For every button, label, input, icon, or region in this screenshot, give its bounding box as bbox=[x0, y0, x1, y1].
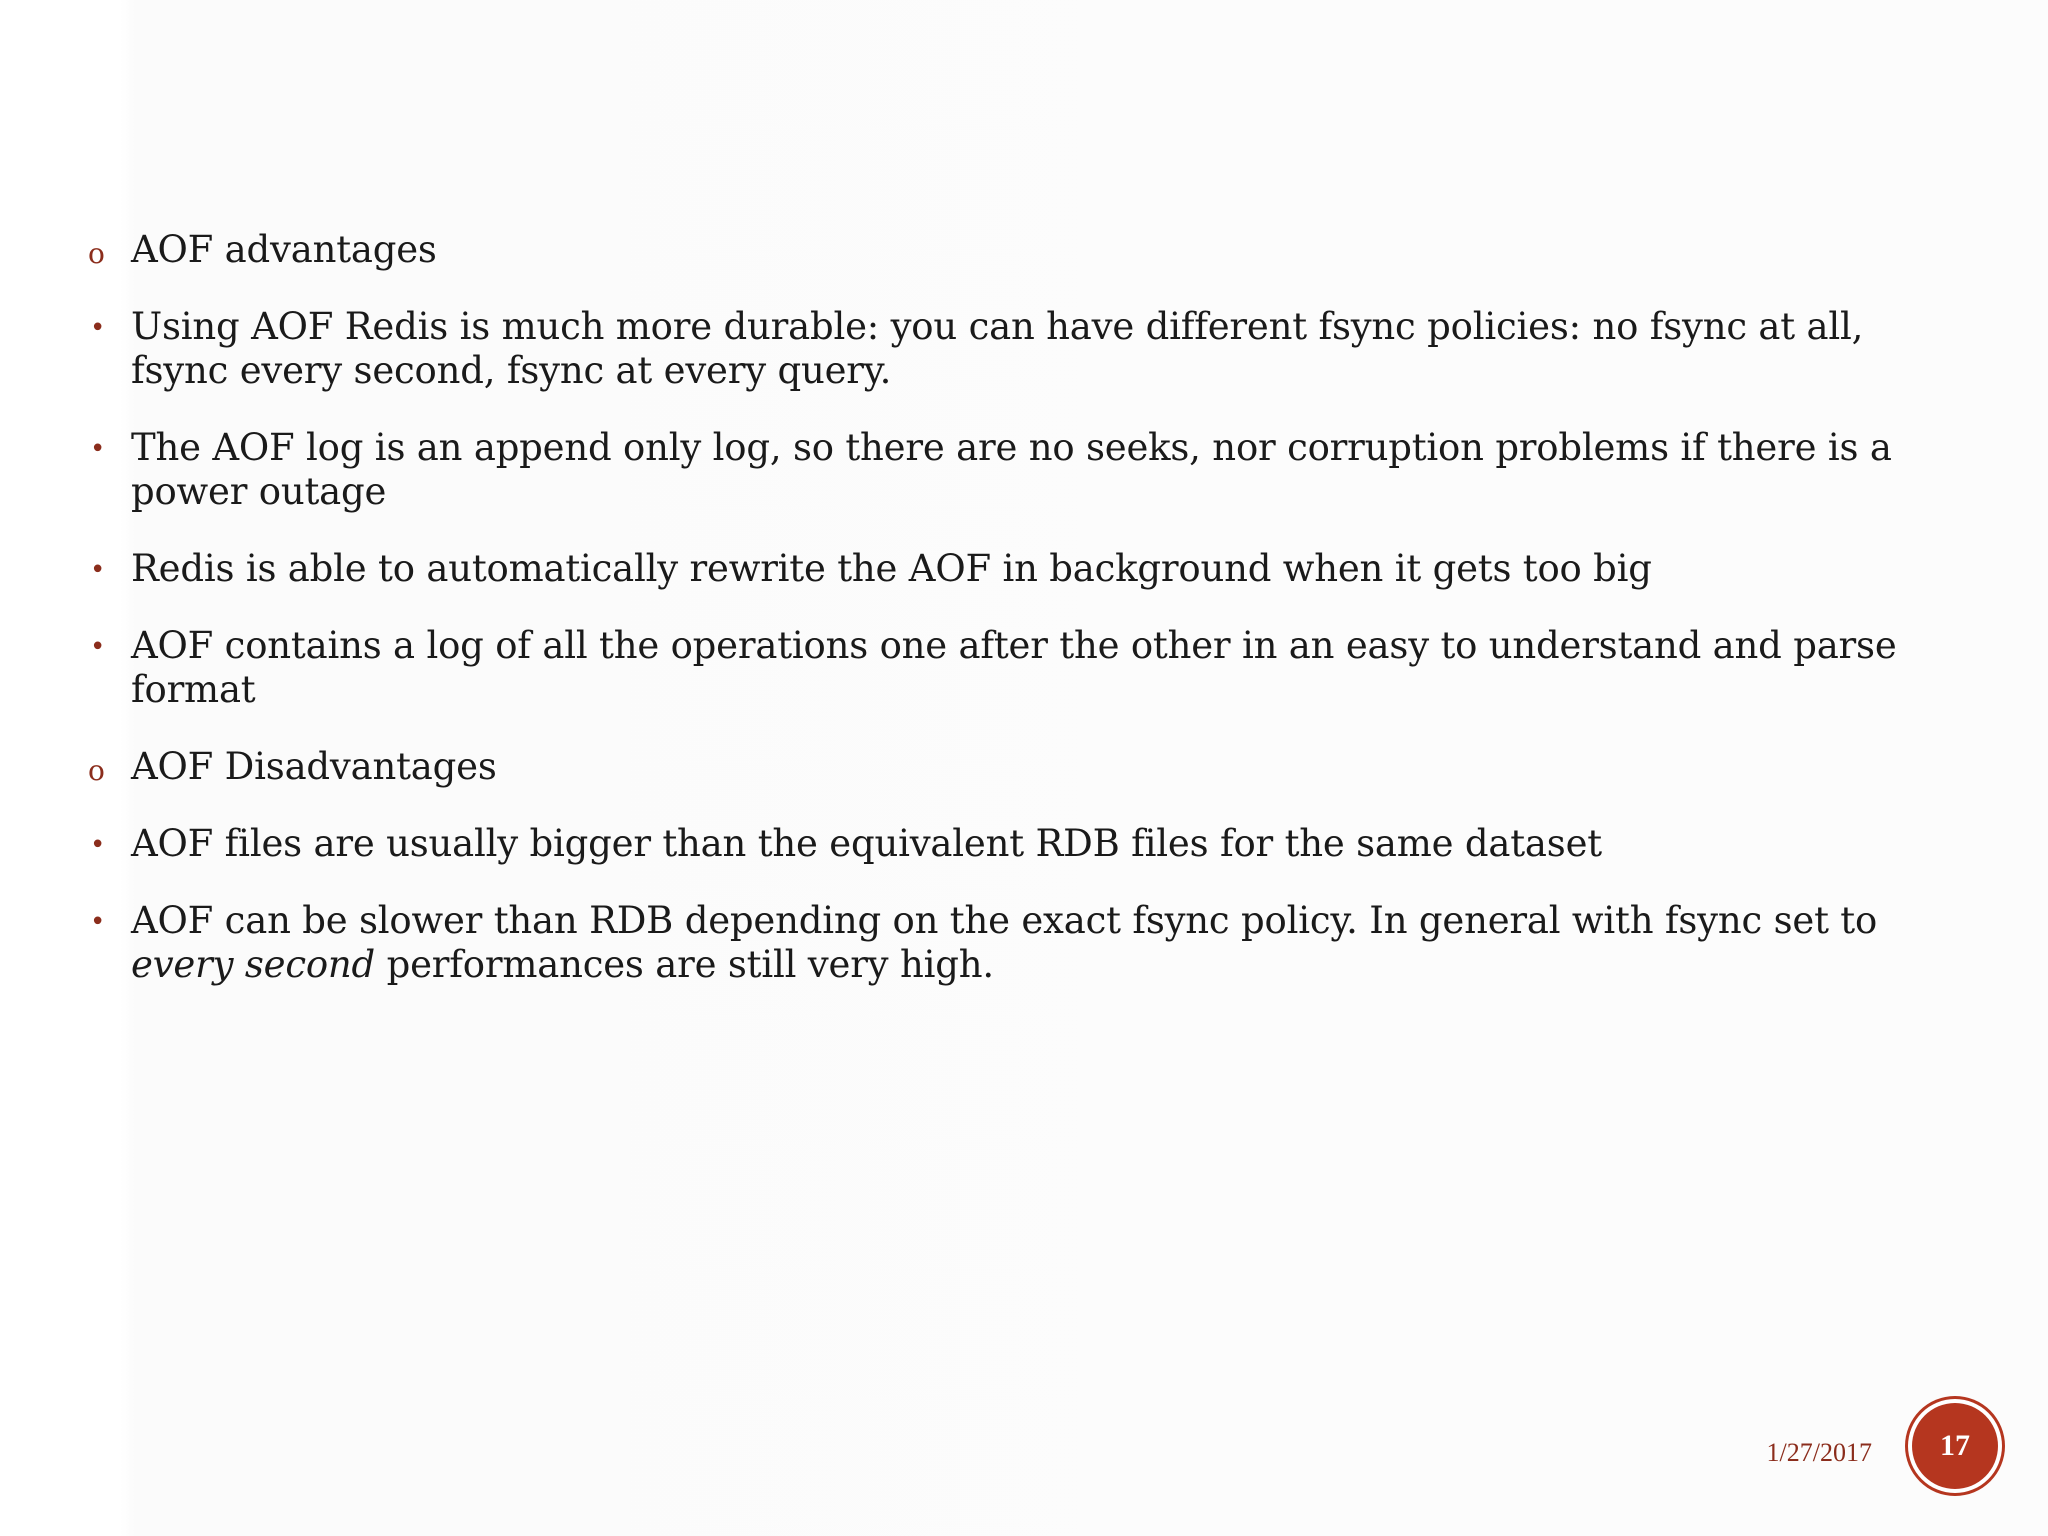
list-item-aof-advantages-heading bbox=[88, 228, 1918, 272]
list-item bbox=[88, 899, 1918, 987]
list-item-text: AOF Disadvantages bbox=[131, 745, 497, 788]
list-item-text-after: performances are still very high. bbox=[375, 943, 994, 986]
bullet-icon: • bbox=[90, 907, 106, 937]
footer-date: 1/27/2017 bbox=[1766, 1438, 1872, 1467]
list-item-text: Redis is able to automatically rewrite the AOF in background when it gets too big bbox=[131, 547, 1652, 590]
bullet-icon: • bbox=[90, 313, 106, 343]
list-item-text-before: AOF can be slower than RDB depending on the exact fsync policy. In general with fsync set to bbox=[131, 899, 1878, 942]
list-item bbox=[88, 822, 1918, 866]
slide-content bbox=[88, 228, 1918, 1020]
list-item-text: Using AOF Redis is much more durable: you can have different fsync policies: no fsync at all, fsync every second, fsync at every query. bbox=[131, 305, 1864, 392]
hollow-circle-bullet-icon: o bbox=[88, 754, 105, 787]
bullet-icon: • bbox=[90, 434, 106, 464]
bullet-icon: • bbox=[90, 830, 106, 860]
list-item-text: AOF files are usually bigger than the equivalent RDB files for the same dataset bbox=[131, 822, 1602, 865]
bullet-icon: • bbox=[90, 632, 106, 662]
list-item-text: AOF contains a log of all the operations one after the other in an easy to understand and parse format bbox=[131, 624, 1897, 711]
list-item bbox=[88, 426, 1918, 514]
list-item-aof-disadvantages-heading bbox=[88, 745, 1918, 789]
list-item bbox=[88, 305, 1918, 393]
page-number-badge bbox=[1912, 1403, 1998, 1489]
hollow-circle-bullet-icon: o bbox=[88, 237, 105, 270]
list-item-text: AOF advantages bbox=[131, 228, 437, 271]
bullet-icon: • bbox=[90, 555, 106, 585]
list-item bbox=[88, 547, 1918, 591]
page-number: 17 bbox=[1940, 1429, 1970, 1462]
list-item-text-italic: every second bbox=[131, 943, 376, 986]
list-item bbox=[88, 624, 1918, 712]
list-item-text: The AOF log is an append only log, so there are no seeks, nor corruption problems if there is a power outage bbox=[131, 426, 1892, 513]
